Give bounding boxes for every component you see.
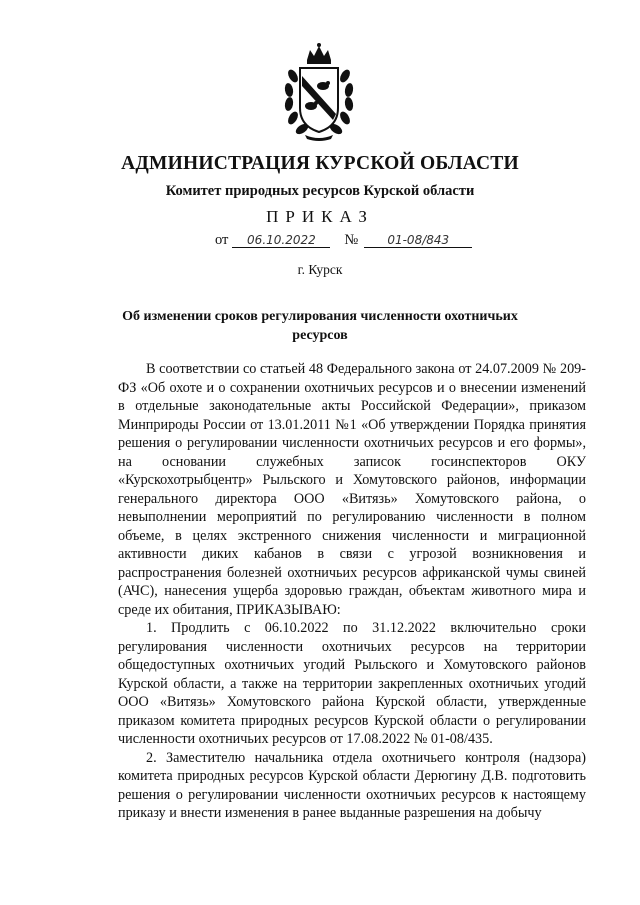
order-date: 06.10.2022 (232, 233, 330, 248)
city-label: г. Курск (297, 262, 343, 277)
document-type: ПРИКАЗ (266, 207, 374, 226)
order-meta-line (215, 232, 472, 249)
committee-subtitle: Комитет природных ресурсов Курской области (165, 183, 475, 199)
clause-1-paragraph: 1. Продлить с 06.10.2022 по 31.12.2022 включительно сроки регулирования численности охотничьих ресурсов на территории общедоступных охотничьих угодий Рыльского и Хомутовского районов Курской области, а также на территории закрепленных охотничьих угодий ООО «Витязь» Хомутовского района Курской области, утвержденные приказом комитета природных ресурсов Курской области о регулировании численности охотничьих ресурсов от 17.08.2022 № 01-08/435. (118, 620, 586, 747)
date-prefix: от (215, 232, 229, 248)
preamble-paragraph: В соответствии со статьей 48 Федерального закона от 24.07.2009 № 209-ФЗ «Об охоте и о сохранении охотничьих ресурсов и о внесении изменений в отдельные законодательные акты Российской Федерации», приказом Минприроды России от 13.01.2011 №1 «Об утверждении Порядка принятия решения о регулировании численности охотничьих ресурсов и его формы», на основании служебных записок госинспекторов ОКУ «Курскохотрыбцентр» Рыльского и Хомутовского районов, информации генерального директора ООО «Витязь» Хомутовского района, о невыполнении мероприятий по регулированию численности в полном объеме, в целях экстренного снижения численности и миграционной активности диких кабанов в связи с угрозой возникновения и распространения болезней охотничьих ресурсов африканской чумы свиней (АЧС), нанесения ущерба здоровью граждан, объектам животного мира и среде их обитания, ПРИКАЗЫВАЮ: (118, 361, 586, 618)
coat-of-arms-icon (283, 42, 355, 142)
number-prefix: № (344, 232, 359, 248)
clause-2-paragraph: 2. Заместителю начальника отдела охотничьего контроля (надзора) комитета природных ресурсов Курской области Дерюгину Д.В. подготовить решения о регулировании численности охотничьих ресурсов к настоящему приказу и внести изменения в ранее выданные разрешения на добычу (118, 749, 586, 821)
order-body (118, 360, 586, 823)
organization-title: АДМИНИСТРАЦИЯ КУРСКОЙ ОБЛАСТИ (121, 153, 519, 174)
order-number: 01-08/843 (364, 233, 472, 248)
order-subject: Об изменении сроков регулирования численности охотничьих ресурсов (122, 309, 518, 343)
